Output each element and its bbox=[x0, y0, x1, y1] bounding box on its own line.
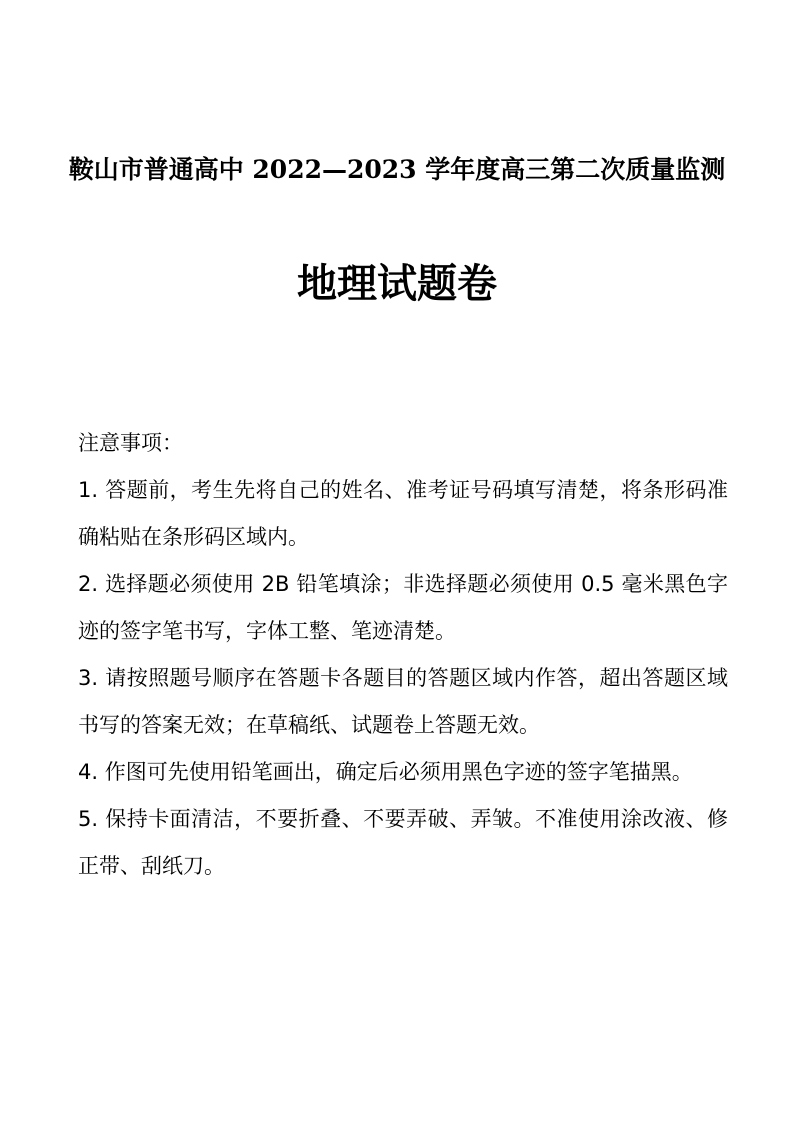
note-item-2: 2. 选择题必须使用 2B 铅笔填涂；非选择题必须使用 0.5 毫米黑色字迹的签字笔书写，字体工整、笔迹清楚。 bbox=[78, 572, 728, 643]
note-item-4: 4. 作图可先使用铅笔画出，确定后必须用黑色字迹的签字笔描黑。 bbox=[78, 760, 693, 784]
note-item-5: 5. 保持卡面清洁，不要折叠、不要弄破、弄皱。不准使用涂改液、修正带、刮纸刀。 bbox=[78, 807, 728, 878]
note-item-1: 1. 答题前，考生先将自己的姓名、准考证号码填写清楚，将条形码准确粘贴在条形码区域内。 bbox=[78, 478, 728, 549]
exam-title: 鞍山市普通高中 2022—2023 学年度高三第二次质量监测 bbox=[68, 155, 726, 184]
note-item-3: 3. 请按照题号顺序在答题卡各题目的答题区域内作答，超出答题区域书写的答案无效；在草稿纸、试题卷上答题无效。 bbox=[78, 666, 728, 737]
notes-section bbox=[78, 420, 728, 890]
notes-heading: 注意事项： bbox=[78, 431, 183, 455]
paper-title: 地理试题卷 bbox=[297, 260, 497, 307]
